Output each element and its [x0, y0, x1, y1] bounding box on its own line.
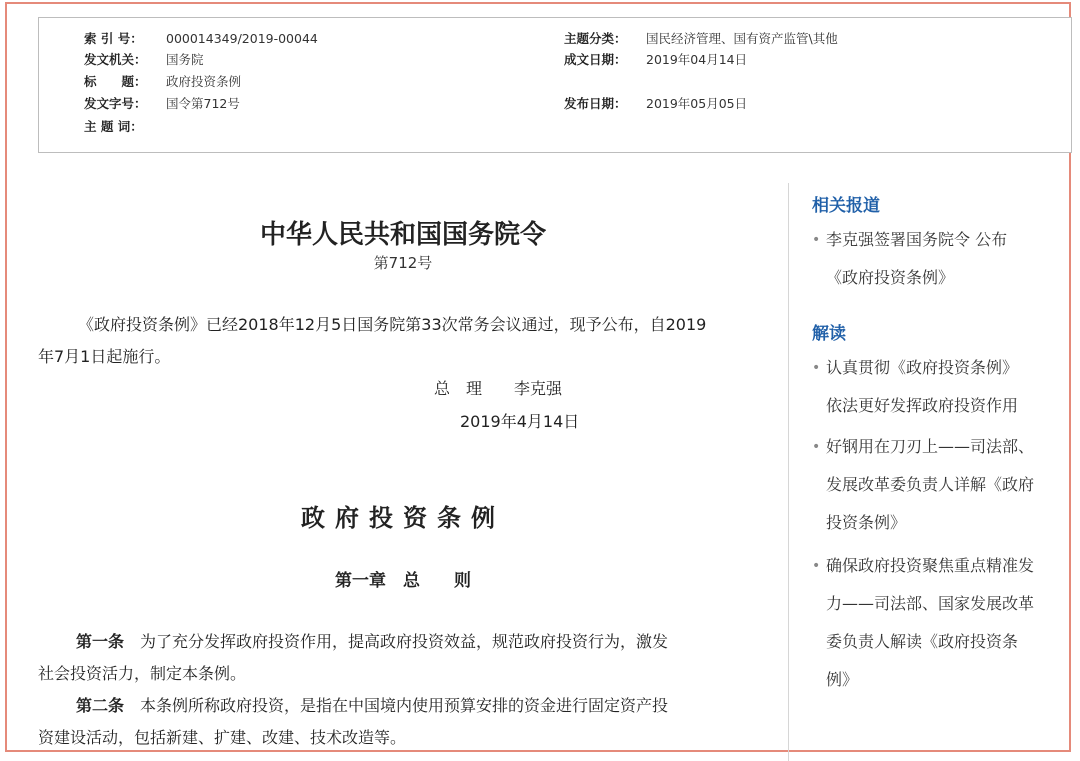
issuer-label: 发文机关： [84, 52, 147, 67]
bullet-icon: • [812, 439, 821, 455]
chapter-heading: 第一章 总 则 [335, 571, 471, 591]
category-label: 主题分类： [564, 31, 627, 46]
interpretation-3-line2: 力——司法部、国家发展改革 [826, 594, 1035, 613]
interpretation-link-2[interactable] [812, 428, 1062, 542]
intro-paragraph-line1: 《政府投资条例》已经2018年12月5日国务院第33次常务会议通过，现予公布，自2019 [78, 315, 707, 334]
signature-date: 2019年4月14日 [460, 412, 580, 431]
document-number-row [84, 94, 240, 114]
interpretation-2-line3: 投资条例》 [826, 513, 907, 532]
article-1-line1 [38, 626, 768, 658]
title-value: 政府投资条例 [166, 74, 242, 89]
article-1-text: 为了充分发挥政府投资作用，提高政府投资效益，规范政府投资行为，激发 [124, 632, 669, 651]
article-1-line2: 社会投资活力，制定本条例。 [38, 664, 247, 683]
interpretation-3-line1: 确保政府投资聚焦重点精准发 [826, 556, 1035, 575]
document-number-label: 发文字号： [84, 96, 147, 111]
article-2-text: 本条例所称政府投资，是指在中国境内使用预算安排的资金进行固定资产投 [124, 696, 669, 715]
bullet-icon: • [812, 232, 821, 248]
index-number-label: 索 引 号： [84, 31, 143, 46]
issuer-value: 国务院 [166, 52, 204, 67]
subject-words-row [84, 117, 166, 137]
order-number: 第712号 [373, 254, 433, 272]
issuer-row [84, 50, 204, 70]
interpretation-2-line2: 发展改革委负责人详解《政府 [826, 475, 1035, 494]
subject-words-label: 主 题 词： [84, 119, 143, 134]
published-date-value: 2019年05月05日 [646, 96, 748, 111]
related-report-line1: 李克强签署国务院令 公布 [826, 230, 1008, 249]
interpretation-link-1[interactable] [812, 349, 1062, 425]
title-label: 标 题： [84, 74, 147, 89]
article-1-number: 第一条 [76, 632, 125, 651]
interpretation-3-line4: 例》 [826, 670, 859, 689]
signatory: 总 理 李克强 [434, 379, 563, 398]
related-report-line2: 《政府投资条例》 [826, 268, 955, 287]
interpretation-1-line1: 认真贯彻《政府投资条例》 [826, 358, 1019, 377]
category-value: 国民经济管理、国有资产监管\其他 [646, 31, 838, 46]
document-number-value: 国令第712号 [166, 96, 240, 111]
bullet-icon: • [812, 558, 821, 574]
article-2-number: 第二条 [76, 696, 125, 715]
article-2-line2: 资建设活动，包括新建、扩建、改建、技术改造等。 [38, 728, 407, 747]
published-date-row [564, 94, 747, 114]
intro-paragraph-line2: 年7月1日起施行。 [38, 347, 171, 366]
interpretation-3-line3: 委负责人解读《政府投资条 [826, 632, 1019, 651]
related-reports-heading: 相关报道 [812, 196, 880, 216]
regulation-title: 政府投资条例 [301, 503, 505, 532]
interpretation-heading: 解读 [812, 324, 846, 344]
index-number-row [84, 29, 318, 49]
interpretation-2-line1: 好钢用在刀刃上——司法部、 [826, 437, 1035, 456]
document-metadata-panel [38, 17, 1072, 153]
sidebar-divider [788, 183, 789, 761]
index-number-value: 000014349/2019-00044 [166, 31, 318, 46]
order-title: 中华人民共和国国务院令 [259, 220, 546, 250]
category-row [564, 29, 838, 49]
interpretation-link-3[interactable] [812, 547, 1062, 699]
written-date-label: 成文日期： [564, 52, 627, 67]
related-report-link[interactable] [812, 221, 1062, 297]
bullet-icon: • [812, 360, 821, 376]
written-date-value: 2019年04月14日 [646, 52, 748, 67]
written-date-row [564, 50, 747, 70]
article-2-line1 [38, 690, 768, 722]
interpretation-1-line2: 依法更好发挥政府投资作用 [826, 396, 1019, 415]
published-date-label: 发布日期： [564, 96, 627, 111]
title-row [84, 72, 241, 92]
